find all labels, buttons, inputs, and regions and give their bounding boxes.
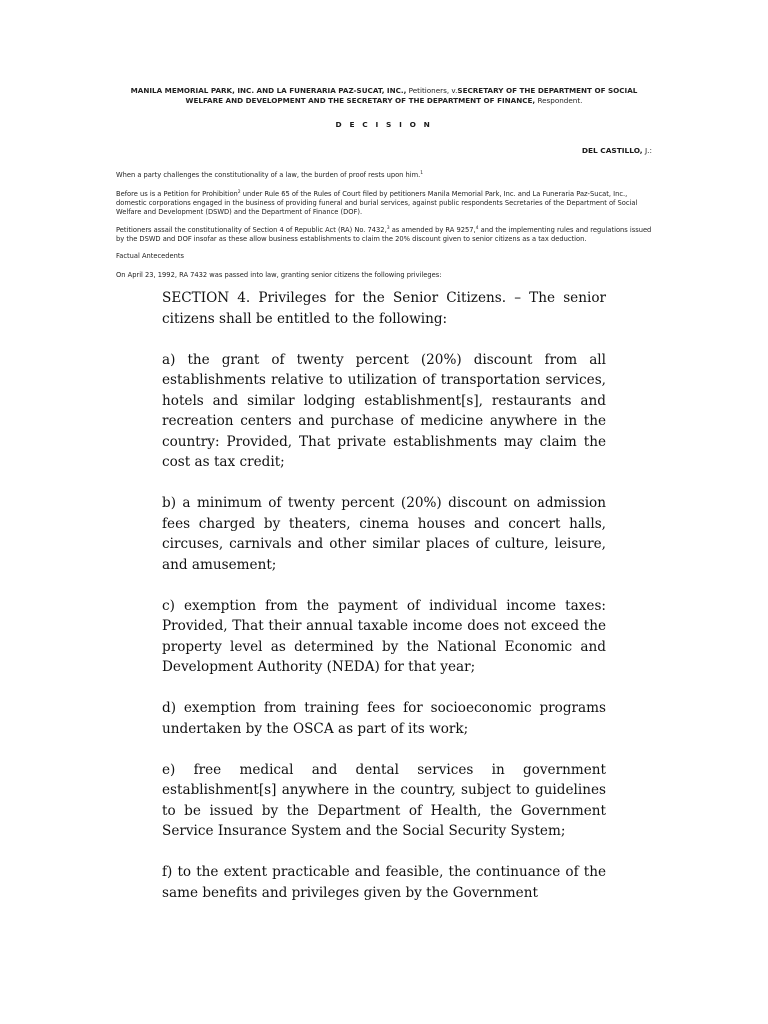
quote-item: c) exemption from the payment of individual income taxes: Provided, That their annual taxable income does not exceed the property level as determined by the National Economic and Development Authority (NEDA) for that year; xyxy=(162,597,606,675)
paragraph-text: and the implementing rules and regulations issued by the DSWD and DOF insofar as these allow business establishments to claim the 20% discount given to senior citizens as a tax deduction. xyxy=(116,226,652,243)
paragraph-text: Before us is a Petition for Prohibition xyxy=(116,190,238,198)
paragraph-text: Petitioners assail the constitutionality of Section 4 of Republic Act (RA) No. 7432, xyxy=(116,226,387,234)
quoted-statute xyxy=(162,288,606,903)
petitioners-name: MANILA MEMORIAL PARK, INC. AND LA FUNERARIA PAZ-SUCAT, INC., xyxy=(130,86,407,95)
ponente-name: DEL CASTILLO, xyxy=(581,146,643,155)
paragraph-petition xyxy=(116,190,652,216)
paragraph-burden-of-proof xyxy=(116,171,652,180)
ponente-suffix: J.: xyxy=(642,146,652,155)
paragraph-text: When a party challenges the constitutionality of a law, the burden of proof rests upon him. xyxy=(116,171,421,179)
footnote-ref: 1 xyxy=(420,170,424,176)
section-heading-factual-antecedents: Factual Antecedents xyxy=(116,252,184,260)
paragraph-text: as amended by RA 9257, xyxy=(389,226,476,234)
quote-item: b) a minimum of twenty percent (20%) discount on admission fees charged by theaters, cinema houses and concert halls, circuses, carnivals and other similar places of culture, leisure, and amusement; xyxy=(162,495,606,573)
paragraph-text: under Rule 65 of the Rules of Court filed by petitioners Manila Memorial Park, Inc. and La Funeraria Paz-Sucat, Inc., domestic corporations engaged in the business of providing funeral and burial services, against public respondents Secretaries of the Department of Social Welfare and Development (DSWD) and the Department of Finance (DOF). xyxy=(116,190,638,216)
quote-heading: SECTION 4. Privileges for the Senior Citizens. – The senior citizens shall be entitled to the following: xyxy=(162,290,606,327)
quote-item: f) to the extent practicable and feasible, the continuance of the same benefits and privileges given by the Government xyxy=(162,864,606,901)
ponente xyxy=(582,146,652,155)
respondent-label: Respondent. xyxy=(535,96,583,105)
footnote-ref: 2 xyxy=(237,189,241,195)
quote-item: d) exemption from training fees for socioeconomic programs undertaken by the OSCA as part of its work; xyxy=(162,700,606,737)
footnote-ref: 4 xyxy=(475,225,479,231)
case-caption xyxy=(118,86,650,106)
paragraph-ra-7432: On April 23, 1992, RA 7432 was passed into law, granting senior citizens the following privileges: xyxy=(116,271,442,279)
footnote-ref: 3 xyxy=(386,225,390,231)
decision-title: D E C I S I O N xyxy=(335,120,433,129)
respondent-name: SECRETARY OF THE DEPARTMENT OF SOCIAL WELFARE AND DEVELOPMENT AND THE SECRETARY OF THE DEPARTMENT OF FINANCE, xyxy=(185,86,638,105)
quote-item: a) the grant of twenty percent (20%) discount from all establishments relative to utilization of transportation services, hotels and similar lodging establishment[s], restaurants and recreation centers and purchase of medicine anywhere in the country: Provided, That private establishments may claim the cost as tax credit; xyxy=(162,351,606,470)
petitioners-label: Petitioners, v. xyxy=(406,86,458,95)
paragraph-assail xyxy=(116,226,652,244)
quote-item: e) free medical and dental services in government establishment[s] anywhere in the country, subject to guidelines to be issued by the Department of Health, the Government Service Insurance System and the Social Security System; xyxy=(162,761,606,839)
